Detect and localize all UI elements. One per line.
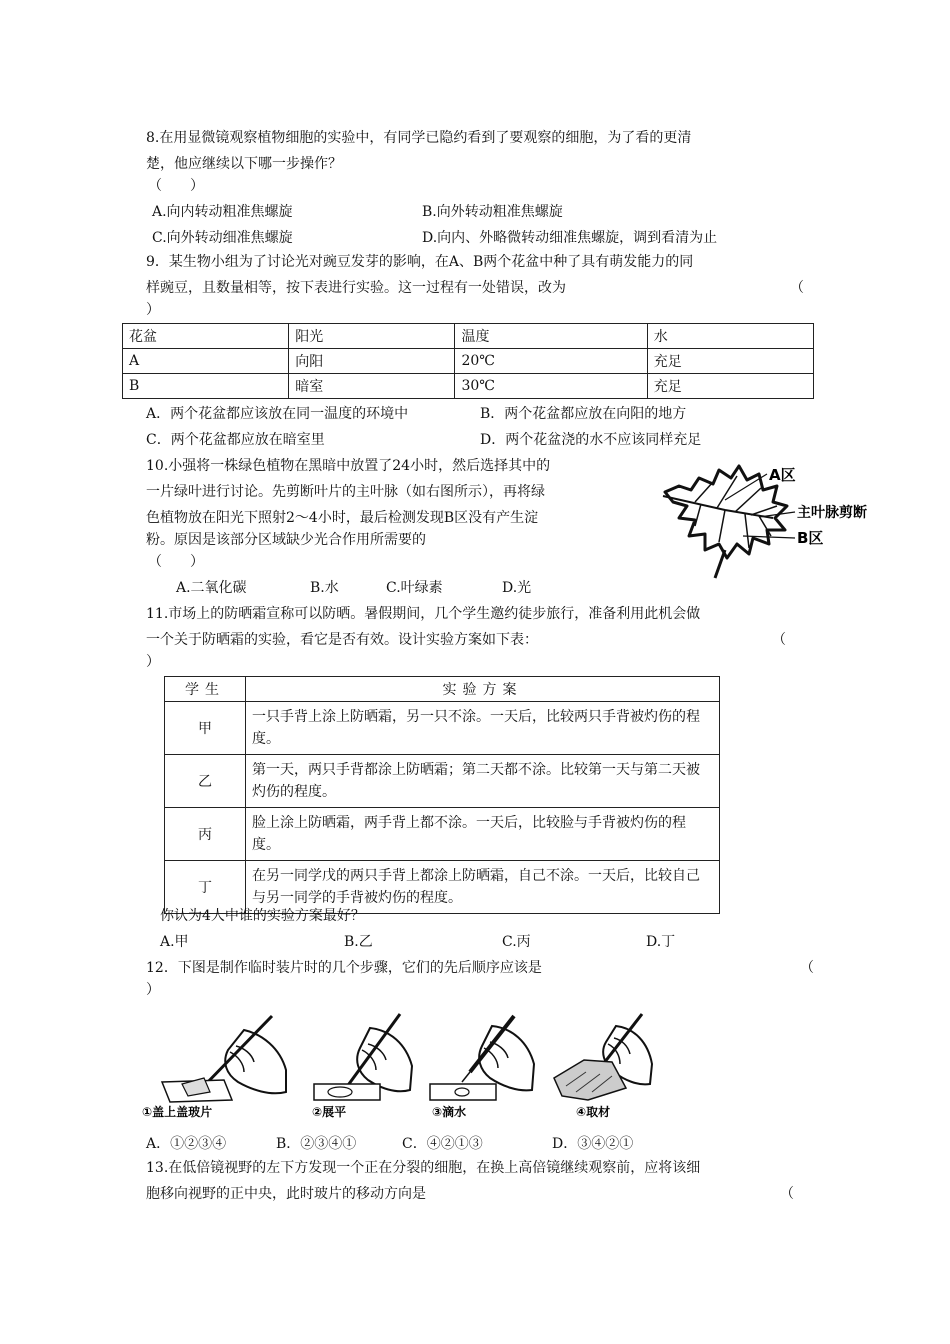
table-row: [123, 374, 814, 399]
q13-stem-line2: 胞移向视野的正中央，此时玻片的移动方向是: [146, 1186, 426, 1202]
q12-option-a: A．①②③④: [146, 1136, 227, 1152]
q13-stem-line1: 13.在低倍镜视野的左下方发现一个正在分裂的细胞，在换上高倍镜继续观察前，应将该细: [146, 1160, 701, 1176]
q11-paren-close: ）: [146, 654, 160, 670]
plan-cell: 在另一同学戊的两只手背上都涂上防晒霜，自己不涂。一天后，比较自己与另一同学的手背被灼伤的程度。: [246, 861, 720, 914]
table-cell: A: [123, 349, 289, 374]
q11-option-a: A.甲: [160, 934, 189, 950]
q10-stem-line4: 粉。原因是该部分区域缺少光合作用所需要的: [146, 532, 426, 548]
table-header-row: [165, 677, 720, 702]
q11-option-d: D.丁: [646, 934, 676, 950]
q9-option-c: C．两个花盆都应放在暗室里: [146, 432, 325, 448]
q11-table: [164, 676, 720, 914]
q9-paren-close: ）: [146, 302, 160, 318]
q9-option-b: B．两个花盆都应放在向阳的地方: [480, 406, 687, 422]
table-cell: 充足: [647, 349, 813, 374]
q11-stem-line1: 11.市场上的防晒霜宣称可以防晒。暑假期间，几个学生邀约徒步旅行，准备利用此机会做: [146, 606, 701, 622]
q12-stem: 12．下图是制作临时装片时的几个步骤，它们的先后顺序应该是: [146, 960, 542, 976]
table-header-row: [123, 324, 814, 349]
header-student: 学生: [165, 677, 246, 702]
q8-option-b: B.向外转动粗准焦螺旋: [422, 204, 563, 220]
header-cell: 温度: [455, 324, 647, 349]
step-label: ②展平: [312, 1105, 347, 1119]
q8-option-d: D.向内、外略微转动细准焦螺旋，调到看清为止: [422, 230, 718, 246]
q12-option-d: D．③④②①: [552, 1136, 634, 1152]
q10-option-c: C.叶绿素: [386, 580, 443, 596]
table-row: [165, 755, 720, 808]
step-take-material-illustration: [548, 1012, 658, 1120]
step-label: ④取材: [576, 1105, 611, 1119]
q9-option-d: D．两个花盆浇的水不应该同样充足: [480, 432, 702, 448]
plan-cell: 一只手背上涂上防晒霜，另一只不涂。一天后，比较两只手背被灼伤的程度。: [246, 702, 720, 755]
q9-paren-open: （: [790, 280, 804, 296]
q11-stem-line2: 一个关于防晒霜的实验，看它是否有效。设计实验方案如下表：: [146, 632, 538, 648]
q8-stem-line1: 8.在用显微镜观察植物细胞的实验中，有同学已隐约看到了要观察的细胞，为了看的更清: [146, 130, 692, 146]
table-cell: 暗室: [289, 374, 455, 399]
q11-paren-open: （: [772, 632, 786, 648]
header-plan: 实验方案: [246, 677, 720, 702]
label-vein-cut: 主叶脉剪断: [797, 505, 867, 521]
q13-paren-open: （: [780, 1186, 794, 1202]
q8-answer-blank: （ ）: [148, 178, 204, 194]
q10-stem-line1: 10.小强将一株绿色植物在黑暗中放置了24小时，然后选择其中的: [146, 458, 551, 474]
q8-stem-line2: 楚，他应继续以下哪一步操作？: [146, 156, 342, 172]
student-cell: 丁: [165, 861, 246, 914]
header-cell: 水: [647, 324, 813, 349]
header-cell: 花盆: [123, 324, 289, 349]
table-row: [165, 808, 720, 861]
student-cell: 丙: [165, 808, 246, 861]
q10-option-b: B.水: [310, 580, 339, 596]
table-cell: 20℃: [455, 349, 647, 374]
table-cell: 向阳: [289, 349, 455, 374]
table-cell: B: [123, 374, 289, 399]
q10-stem-line3: 色植物放在阳光下照射2～4小时，最后检测发现B区没有产生淀: [146, 510, 539, 526]
q10-stem-line2: 一片绿叶进行讨论。先剪断叶片的主叶脉（如右图所示），再将绿: [146, 484, 545, 500]
table-row: [165, 702, 720, 755]
q8-option-c: C.向外转动细准焦螺旋: [152, 230, 293, 246]
student-cell: 乙: [165, 755, 246, 808]
q10-option-a: A.二氧化碳: [176, 580, 247, 596]
q9-stem-line2: 样豌豆，且数量相等，按下表进行实验。这一过程有一处错误，改为: [146, 280, 566, 296]
q11-option-c: C.丙: [502, 934, 531, 950]
q12-paren-open: （: [800, 960, 814, 976]
leaf-diagram: [655, 460, 885, 585]
q12-paren-close: ）: [146, 982, 160, 998]
header-cell: 阳光: [289, 324, 455, 349]
step-label: ①盖上盖玻片: [142, 1105, 213, 1119]
q9-table: [122, 323, 814, 399]
q12-option-b: B．②③④①: [276, 1136, 357, 1152]
step-label: ③滴水: [432, 1105, 467, 1119]
step-flatten-illustration: [300, 1012, 420, 1120]
q10-answer-blank: （ ）: [148, 554, 204, 570]
table-cell: 充足: [647, 374, 813, 399]
q9-option-a: A．两个花盆都应该放在同一温度的环境中: [146, 406, 409, 422]
q9-stem-line1: 9．某生物小组为了讨论光对豌豆发芽的影响，在A、B两个花盆中种了具有萌发能力的同: [146, 254, 694, 270]
q8-option-a: A.向内转动粗准焦螺旋: [152, 204, 293, 220]
leaf-stem: [715, 550, 725, 578]
label-b-zone: B区: [797, 529, 824, 547]
plan-cell: 第一天，两只手背都涂上防晒霜；第二天都不涂。比较第一天与第二天被灼伤的程度。: [246, 755, 720, 808]
q12-option-c: C．④②①③: [402, 1136, 483, 1152]
label-a-zone: A区: [769, 466, 796, 484]
step-drip-water-illustration: [422, 1012, 542, 1120]
q10-option-d: D.光: [502, 580, 532, 596]
plan-cell: 脸上涂上防晒霜，两手背上都不涂。一天后，比较脸与手背被灼伤的程度。: [246, 808, 720, 861]
step-cover-slip-illustration: [140, 1012, 290, 1120]
q11-option-b: B.乙: [344, 934, 373, 950]
student-cell: 甲: [165, 702, 246, 755]
table-cell: 30℃: [455, 374, 647, 399]
q11-ask: 你认为4人中谁的实验方案最好？: [160, 908, 365, 924]
table-row: [123, 349, 814, 374]
